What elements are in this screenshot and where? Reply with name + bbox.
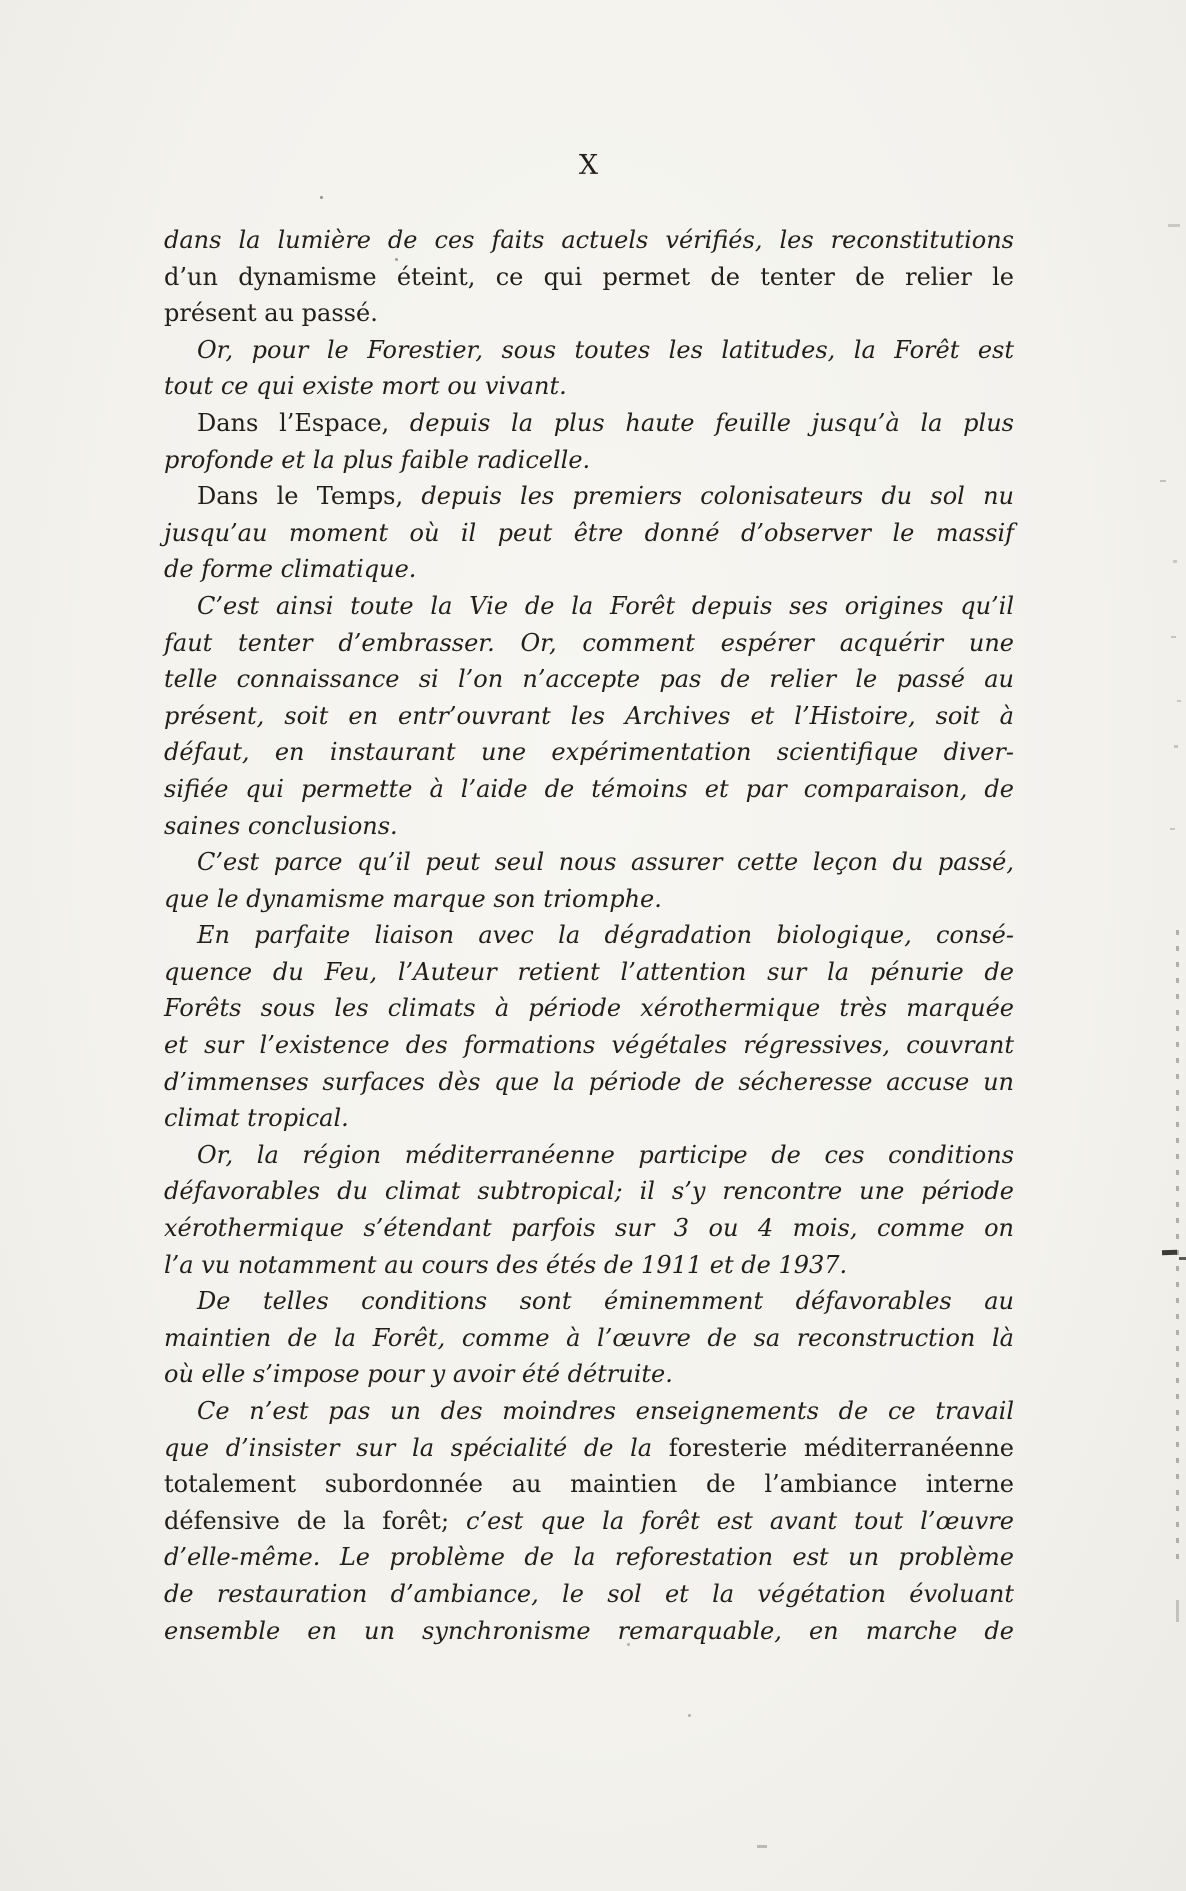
text-segment: et sur l’existence des formations végétales régressives, couvrant [164,1031,1014,1060]
text-segment: de forme climatique. [164,555,417,584]
text-line [164,1064,1014,1101]
text-segment: sifiée qui permette à l’aide de témoins et par comparaison, de [164,774,1014,803]
text-segment: depuis la plus haute feuille jusqu’à la plus [409,408,1014,437]
text-segment: C’est parce qu’il peut seul nous assurer cette leçon du passé, [197,848,1014,877]
text-line [164,442,1014,479]
text-line [164,1210,1014,1247]
text-line [164,1503,1014,1540]
paragraph [164,588,1014,844]
text-segment: maintien de la Forêt, comme à l’œuvre de sa reconstruction là [164,1323,1014,1352]
scan-artifact [1177,700,1181,702]
scan-artifact [1170,828,1175,830]
text-segment: que le dynamisme marque son triomphe. [164,884,662,913]
paragraph [164,844,1014,917]
text-segment: Or, pour le Forestier, sous toutes les latitudes, la Forêt est [197,335,1014,364]
text-line [164,1283,1014,1320]
text-segment: défensive de la forêt; [164,1506,466,1535]
text-line [164,625,1014,662]
text-segment: défaut, en instaurant une expérimentation scientifique diver- [164,738,1014,767]
text-segment: De telles conditions sont éminemment défavorables au [197,1287,1014,1316]
paragraph [164,332,1014,405]
text-line [164,478,1014,515]
scan-artifact [395,258,398,261]
text-line [164,1393,1014,1430]
text-line [164,1137,1014,1174]
text-segment: depuis les premiers colonisateurs du sol nu [421,482,1014,511]
text-line [164,515,1014,552]
paragraph [164,1393,1014,1649]
text-segment: telle connaissance si l’on n’accepte pas de relier le passé au [164,665,1014,694]
text-segment: totalement subordonnée au maintien de l’ambiance interne [164,1470,1014,1499]
text-segment: où elle s’impose pour y avoir été détruite. [164,1360,673,1389]
text-line [164,332,1014,369]
text-segment: Dans l’Espace, [197,408,410,437]
scan-artifact [757,1845,767,1848]
text-segment: tout ce qui existe mort ou vivant. [164,372,567,401]
text-segment: de restauration d’ambiance, le sol et la végétation évoluant [164,1579,1014,1608]
text-segment: xérothermique s’étendant parfois sur 3 ou 4 mois, comme on [164,1214,1014,1243]
text-segment: quence du Feu, l’Auteur retient l’attention sur la pénurie de [164,957,1014,986]
text-segment: c’est que la forêt est avant tout l’œuvre [466,1506,1014,1535]
text-segment: jusqu’au moment où il peut être donné d’observer le massif [164,518,1014,547]
text-segment: défavorables du climat subtropical; il s’y rencontre une période [164,1177,1014,1206]
text-line [164,368,1014,405]
text-segment: Ce n’est pas un des moindres enseignements de ce travail [197,1397,1014,1425]
paragraph [164,222,1014,332]
text-line [164,1356,1014,1393]
text-segment: foresterie méditerranéenne [668,1433,1015,1462]
scan-artifact [1168,224,1180,227]
text-line [164,661,1014,698]
scan-artifact [627,1643,630,1646]
text-line [164,771,1014,808]
text-line [164,808,1014,845]
text-segment: saines conclusions. [164,811,398,840]
text-line [164,1576,1014,1613]
text-line [164,1613,1014,1650]
page-number: X [578,150,600,181]
scan-artifact [1162,1250,1177,1256]
text-segment: d’immenses surfaces dès que la période de sécheresse accuse un [164,1067,1014,1096]
scan-artifact [1176,1600,1179,1622]
text-segment: faut tenter d’embrasser. Or, comment espérer acquérir une [164,628,1014,657]
text-line [164,1173,1014,1210]
scan-artifact [1171,636,1176,638]
text-line [164,1247,1014,1284]
text-line [164,881,1014,918]
text-line [164,1100,1014,1137]
text-line [164,954,1014,991]
text-line [164,1539,1014,1576]
text-line [164,734,1014,771]
text-block [164,222,1014,1649]
text-line [164,698,1014,735]
text-segment: présent, soit en entr’ouvrant les Archives et l’Histoire, soit à [164,701,1014,730]
text-segment: profonde et la plus faible radicelle. [164,445,591,474]
scan-artifact [1174,745,1178,748]
text-segment: ensemble en un synchronisme remarquable, en marche de [164,1616,1014,1645]
text-line [164,1027,1014,1064]
text-line [164,1466,1014,1503]
paragraph [164,917,1014,1137]
scan-artifact [1160,480,1166,482]
text-line [164,844,1014,881]
text-segment: climat tropical. [164,1104,349,1133]
paragraph [164,478,1014,588]
text-segment: dans la lumière de ces faits actuels vérifiés, les reconstitutions [164,226,1014,254]
text-segment: Dans le Temps, [197,482,422,511]
text-segment: d’un dynamisme éteint, ce qui permet de tenter de relier le [164,262,1014,291]
text-line [164,990,1014,1027]
text-segment: En parfaite liaison avec la dégradation biologique, consé- [197,921,1014,950]
scan-artifact [1173,560,1177,563]
text-line [164,295,1014,332]
text-line [164,588,1014,625]
paragraph [164,405,1014,478]
text-line [164,551,1014,588]
text-segment: d’elle-même. Le problème de la reforestation est un problème [164,1543,1014,1572]
paragraph [164,1137,1014,1283]
text-segment: présent au passé. [164,299,378,328]
text-line [164,917,1014,954]
scan-artifact [688,1714,691,1717]
text-segment: que d’insister sur la spécialité de la [164,1433,669,1462]
text-segment: Or, la région méditerranéenne participe de ces conditions [197,1140,1014,1169]
text-line [164,1320,1014,1357]
scan-artifact [320,196,323,199]
text-line [164,259,1014,296]
text-segment: Forêts sous les climats à période xérothermique très marquée [164,994,1014,1023]
text-line [164,1430,1014,1467]
text-segment: l’a vu notamment au cours des étés de 1911 et de 1937. [164,1250,848,1279]
text-line [164,222,1014,259]
paragraph [164,1283,1014,1393]
scan-artifact [1179,1257,1186,1260]
text-line [164,405,1014,442]
text-segment: C’est ainsi toute la Vie de la Forêt depuis ses origines qu’il [197,591,1014,620]
